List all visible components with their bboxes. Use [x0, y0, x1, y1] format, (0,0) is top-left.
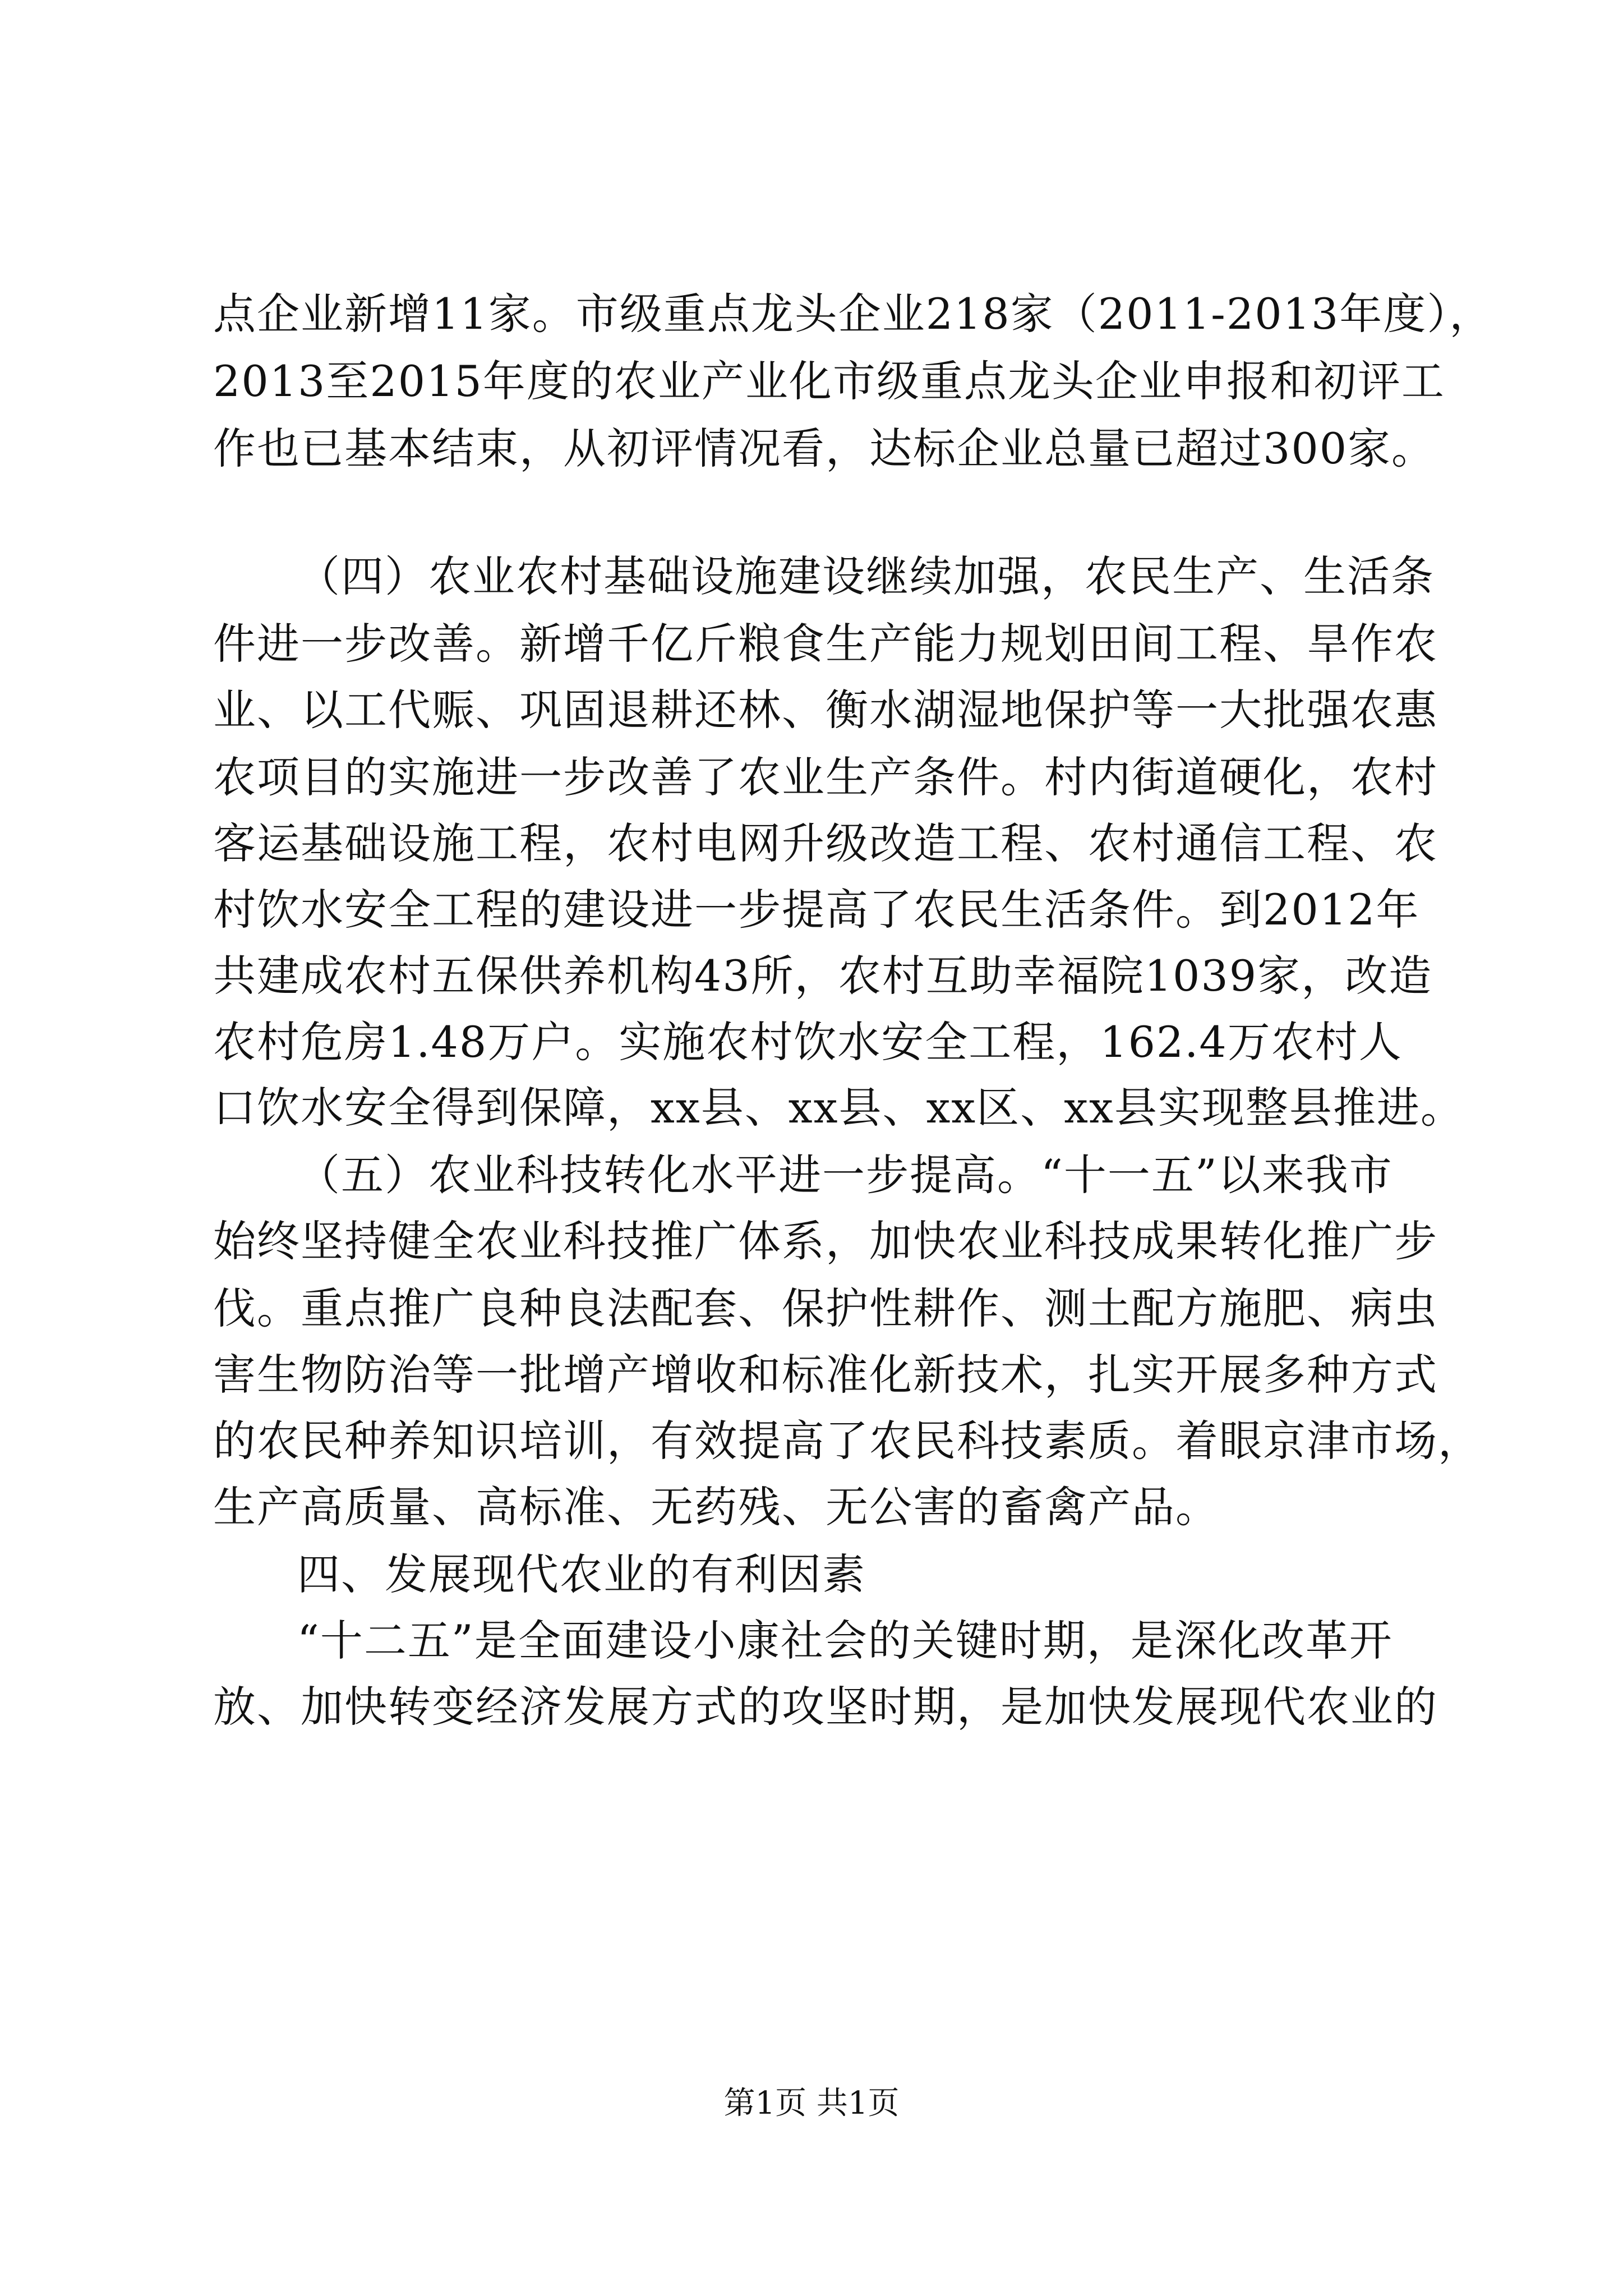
- text-line-9: 村饮水安全工程的建设进一步提高了农民生活条件。到2012年: [213, 885, 1420, 935]
- page-footer: 第1页 共1页: [723, 2085, 900, 2122]
- text-line-18: 生产高质量、高标准、无药残、无公害的畜禽产品。: [213, 1482, 1219, 1532]
- text-line-11: 农村危房1.48万户。实施农村饮水安全工程，162.4万农村人: [213, 1017, 1403, 1067]
- text-line-12: 口饮水安全得到保障，xx县、xx县、xx区、xx县实现整县推进。: [213, 1083, 1464, 1133]
- text-line-10: 共建成农村五保供养机构43所，农村互助幸福院1039家，改造: [213, 951, 1433, 1001]
- text-line-8: 客运基础设施工程，农村电网升级改造工程、农村通信工程、农: [213, 818, 1438, 868]
- text-line-6: 业、以工代赈、巩固退耕还林、衡水湖湿地保护等一大批强农惠: [213, 685, 1438, 735]
- text-line-21: 放、加快转变经济发展方式的攻坚时期，是加快发展现代农业的: [213, 1682, 1438, 1732]
- section-heading: 四、发展现代农业的有利因素: [297, 1549, 866, 1599]
- text-line-5: 件进一步改善。新增千亿斤粮食生产能力规划田间工程、旱作农: [213, 619, 1438, 669]
- text-line-15: 伐。重点推广良种良法配套、保护性耕作、测土配方施肥、病虫: [213, 1283, 1438, 1333]
- paragraph-5-line-1: （五）农业科技转化水平进一步提高。“十一五”以来我市: [297, 1150, 1393, 1200]
- text-line-2: 2013至2015年度的农业产业化市级重点龙头企业申报和初评工: [213, 356, 1445, 406]
- text-line-7: 农项目的实施进一步改善了农业生产条件。村内街道硬化，农村: [213, 752, 1438, 802]
- text-line-14: 始终坚持健全农业科技推广体系，加快农业科技成果转化推广步: [213, 1216, 1438, 1266]
- text-line-3: 作也已基本结束，从初评情况看，达标企业总量已超过300家。: [213, 424, 1436, 473]
- paragraph-6-line-1: “十二五”是全面建设小康社会的关键时期，是深化改革开: [297, 1616, 1393, 1665]
- text-line-16: 害生物防治等一批增产增收和标准化新技术，扎实开展多种方式: [213, 1350, 1438, 1400]
- text-line-17: 的农民种养知识培训，有效提高了农民科技素质。着眼京津市场，: [213, 1416, 1482, 1466]
- paragraph-4-line-1: （四）农业农村基础设施建设继续加强，农民生产、生活条: [297, 551, 1435, 601]
- text-line-1: 点企业新增11家。市级重点龙头企业218家（2011-2013年度），: [213, 289, 1493, 339]
